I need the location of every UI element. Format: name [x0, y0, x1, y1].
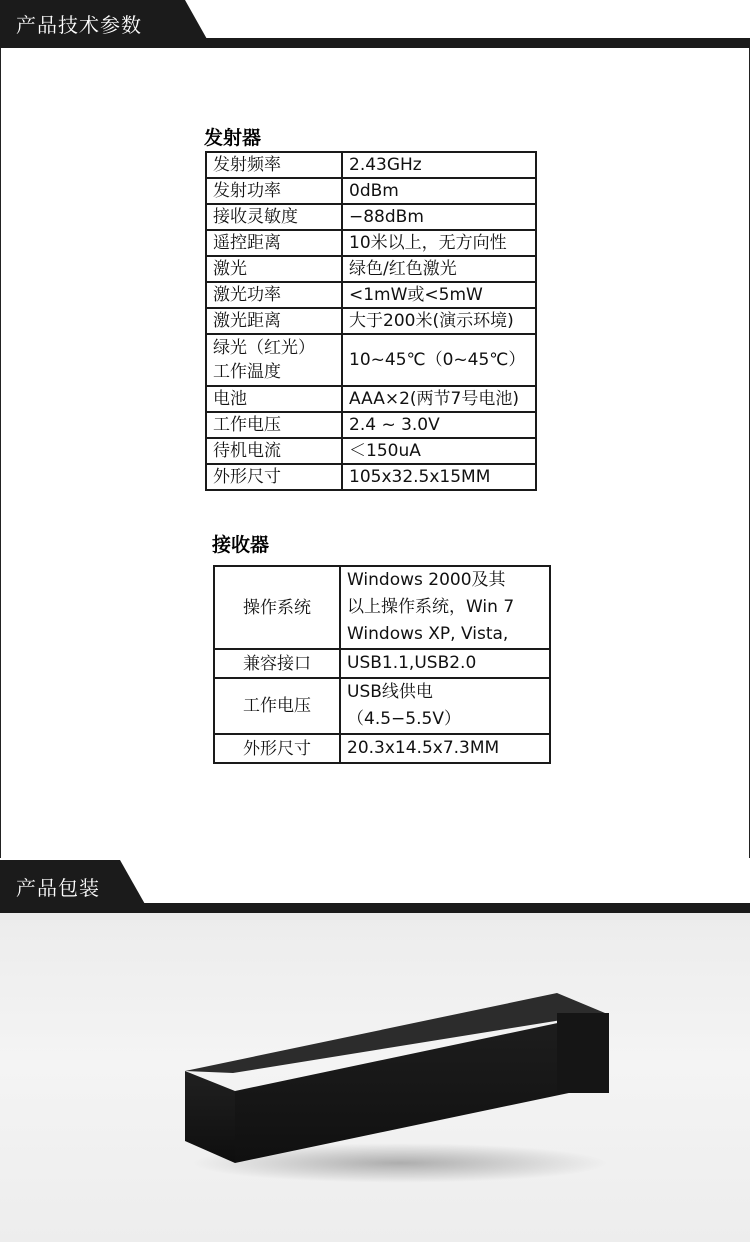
spec-value: 10~45℃（0~45℃） — [342, 334, 536, 386]
spec-key: 遥控距离 — [206, 230, 342, 256]
spec-value-line: 以上操作系统，Win 7 — [347, 597, 515, 617]
spec-value: ＜150uA — [342, 438, 536, 464]
transmitter-row — [206, 386, 536, 412]
spec-value: 绿色/红色激光 — [342, 256, 536, 282]
section-title-specs: 产品技术参数 — [16, 13, 142, 37]
transmitter-row — [206, 282, 536, 308]
spec-key: 发射功率 — [206, 178, 342, 204]
spec-value-line: Windows XP, Vista, — [347, 624, 509, 644]
receiver-row — [214, 734, 550, 763]
spec-value-line: 20.3x14.5x7.3MM — [347, 738, 500, 758]
spec-key: 激光功率 — [206, 282, 342, 308]
spec-value: <1mW或<5mW — [342, 282, 536, 308]
transmitter-row — [206, 438, 536, 464]
spec-key: 电池 — [206, 386, 342, 412]
spec-key: 外形尺寸 — [206, 464, 342, 490]
spec-value-line: （4.5−5.5V） — [347, 709, 461, 729]
packaging-photo — [0, 913, 750, 1242]
spec-value: 0dBm — [342, 178, 536, 204]
spec-value — [340, 566, 550, 649]
receiver-heading: 接收器 — [212, 534, 270, 556]
spec-value-line: Windows 2000及其 — [347, 570, 506, 590]
transmitter-row — [206, 204, 536, 230]
transmitter-row — [206, 412, 536, 438]
receiver-row — [214, 649, 550, 678]
spec-value: 10米以上，无方向性 — [342, 230, 536, 256]
spec-value-line: USB线供电 — [347, 682, 433, 702]
spec-key: 工作电压 — [206, 412, 342, 438]
transmitter-row — [206, 178, 536, 204]
spec-key: 操作系统 — [214, 566, 340, 649]
spec-value: 105x32.5x15MM — [342, 464, 536, 490]
spec-key: 接收灵敏度 — [206, 204, 342, 230]
spec-key: 工作电压 — [214, 678, 340, 734]
spec-key: 发射频率 — [206, 152, 342, 178]
transmitter-row — [206, 230, 536, 256]
spec-value: 2.4 ~ 3.0V — [342, 412, 536, 438]
transmitter-row — [206, 334, 536, 386]
receiver-spec-table — [213, 565, 551, 764]
transmitter-row — [206, 308, 536, 334]
spec-value: AAA×2(两节7号电池) — [342, 386, 536, 412]
section-banner-specs — [0, 0, 750, 48]
spec-value: −88dBm — [342, 204, 536, 230]
spec-key: 待机电流 — [206, 438, 342, 464]
transmitter-row — [206, 464, 536, 490]
spec-key: 激光距离 — [206, 308, 342, 334]
spec-key-line: 绿光（红光） — [213, 338, 315, 358]
section-title-packaging: 产品包装 — [16, 876, 100, 900]
spec-key: 兼容接口 — [214, 649, 340, 678]
spec-value: 2.43GHz — [342, 152, 536, 178]
transmitter-row — [206, 152, 536, 178]
section-banner-packaging — [0, 860, 750, 913]
spec-value-line: USB1.1,USB2.0 — [347, 653, 477, 673]
black-gift-box-image — [180, 993, 610, 1183]
spec-value — [340, 734, 550, 763]
transmitter-row — [206, 256, 536, 282]
spec-key: 外形尺寸 — [214, 734, 340, 763]
spec-key-line: 工作温度 — [213, 362, 281, 382]
transmitter-heading: 发射器 — [204, 127, 262, 149]
transmitter-spec-table — [205, 151, 537, 491]
spec-key: 激光 — [206, 256, 342, 282]
spec-value — [340, 649, 550, 678]
spec-value: 大于200米(演示环境) — [342, 308, 536, 334]
receiver-row — [214, 678, 550, 734]
spec-key — [206, 334, 342, 386]
receiver-row — [214, 566, 550, 649]
spec-value — [340, 678, 550, 734]
